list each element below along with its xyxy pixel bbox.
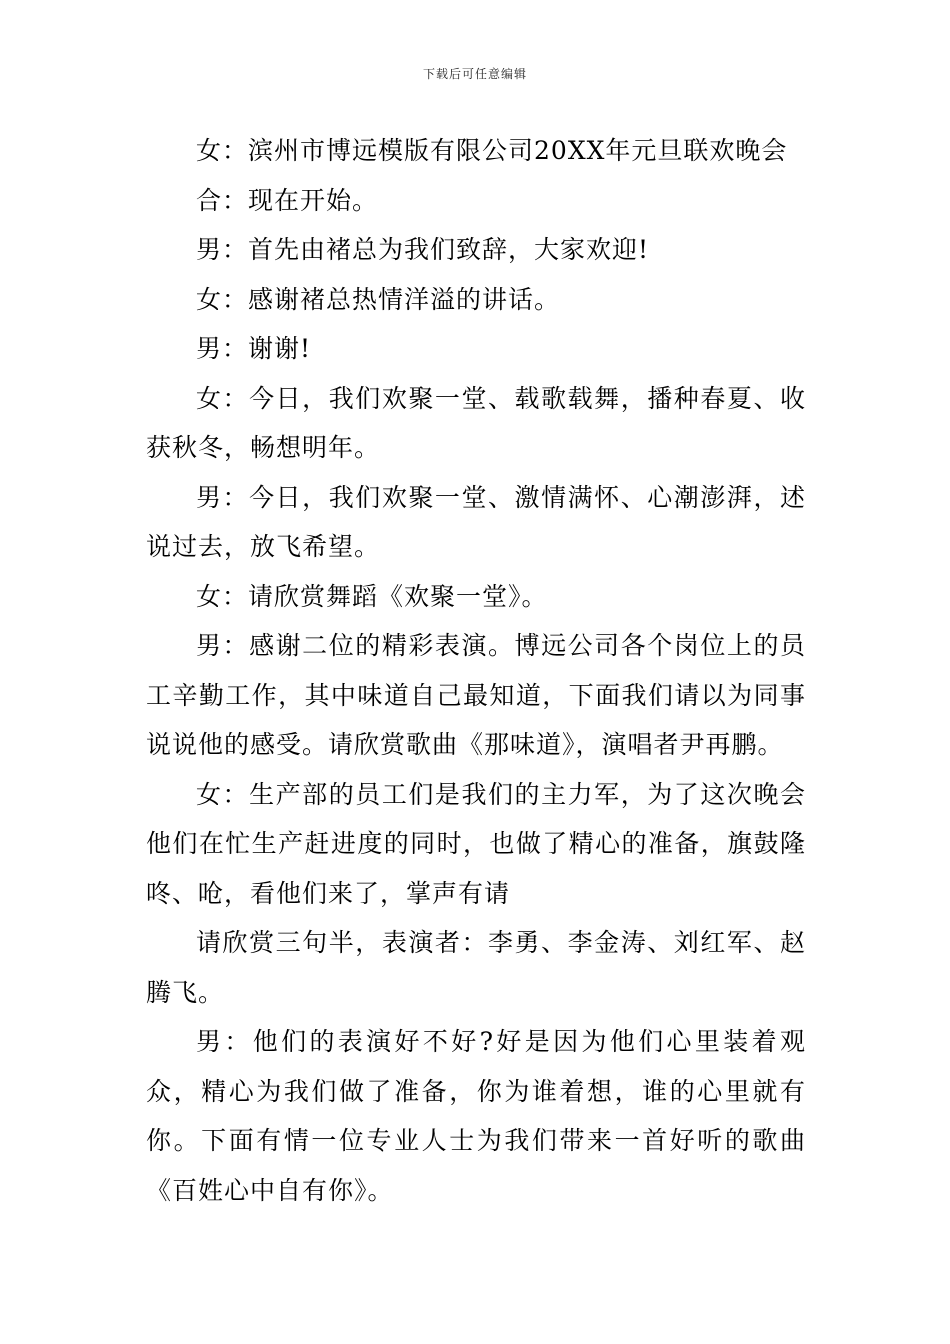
paragraph: 请欣赏三句半，表演者：李勇、李金涛、刘红军、赵腾飞。 bbox=[146, 928, 806, 1007]
paragraph: 男：首先由褚总为我们致辞，大家欢迎! bbox=[196, 235, 650, 264]
document-body bbox=[146, 126, 806, 1215]
paragraph: 男：他们的表演好不好?好是因为他们心里装着观众，精心为我们做了准备，你为谁着想，谁的心里就有你。下面有情一位专业人士为我们带来一首好听的歌曲《百姓心中自有你》。 bbox=[146, 1027, 806, 1205]
paragraph: 男：谢谢! bbox=[196, 334, 312, 363]
paragraph: 女：今日，我们欢聚一堂、载歌载舞，播种春夏、收获秋冬，畅想明年。 bbox=[146, 383, 806, 462]
paragraph: 女：感谢褚总热情洋溢的讲话。 bbox=[196, 284, 561, 314]
paragraph: 女：请欣赏舞蹈《欢聚一堂》。 bbox=[196, 581, 548, 611]
paragraph: 女：滨州市博远模版有限公司20XX年元旦联欢晚会 bbox=[196, 136, 788, 165]
paragraph: 女：生产部的员工们是我们的主力军，为了这次晚会他们在忙生产赶进度的同时，也做了精心的准备，旗鼓隆咚、呛，看他们来了，掌声有请 bbox=[146, 779, 806, 908]
paragraph: 合：现在开始。 bbox=[196, 185, 379, 215]
paragraph: 男：感谢二位的精彩表演。博远公司各个岗位上的员工辛勤工作，其中味道自己最知道，下面我们请以为同事说说他的感受。请欣赏歌曲《那味道》，演唱者尹再鹏。 bbox=[146, 631, 806, 759]
page-header-note: 下载后可任意编辑 bbox=[422, 67, 527, 81]
paragraph: 男：今日，我们欢聚一堂、激情满怀、心潮澎湃，述说过去，放飞希望。 bbox=[146, 482, 806, 561]
